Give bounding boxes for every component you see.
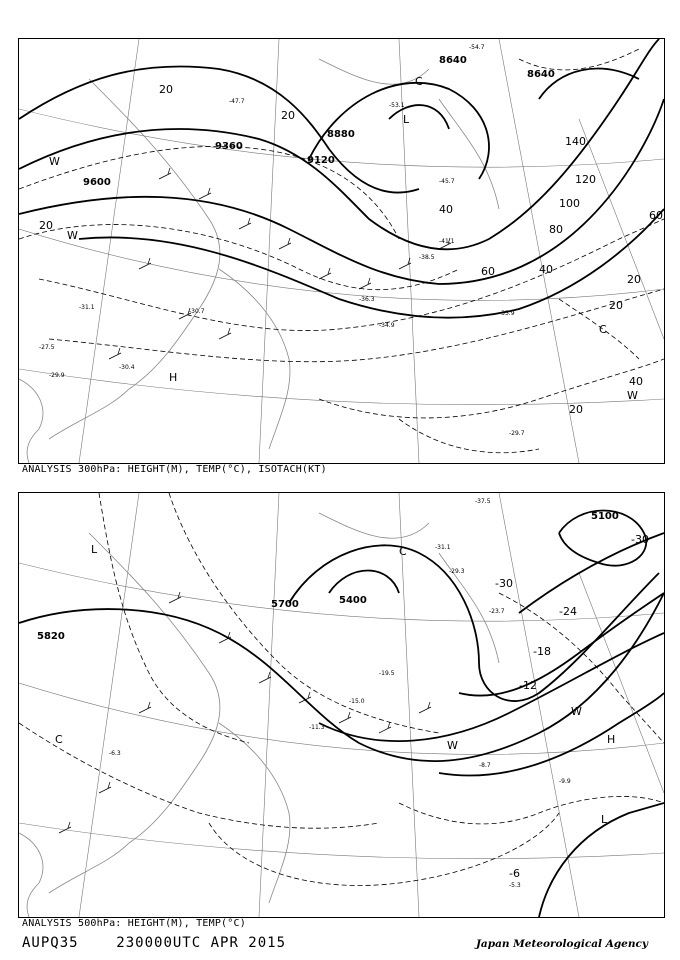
bulletin-code: AUPQ35 bbox=[22, 935, 79, 951]
svg-text:-15.0: -15.0 bbox=[349, 698, 365, 705]
svg-text:-38.5: -38.5 bbox=[419, 254, 435, 261]
cold-center: C bbox=[599, 323, 607, 336]
svg-text:40: 40 bbox=[629, 375, 643, 388]
svg-text:120: 120 bbox=[575, 173, 596, 186]
svg-text:40: 40 bbox=[439, 203, 453, 216]
height-label: 5100 bbox=[591, 511, 619, 522]
svg-text:-11.3: -11.3 bbox=[309, 724, 325, 731]
svg-text:-12: -12 bbox=[519, 679, 537, 692]
svg-text:100: 100 bbox=[559, 197, 580, 210]
svg-text:-29.9: -29.9 bbox=[49, 372, 65, 379]
svg-text:-54.7: -54.7 bbox=[469, 44, 485, 51]
svg-text:-30: -30 bbox=[495, 577, 513, 590]
map-300hpa bbox=[19, 39, 664, 463]
coastline-300 bbox=[19, 59, 499, 463]
svg-text:-31.1: -31.1 bbox=[435, 544, 451, 551]
graticule-500 bbox=[19, 493, 664, 917]
svg-text:-24: -24 bbox=[559, 605, 577, 618]
svg-text:20: 20 bbox=[609, 299, 623, 312]
warm-center: W bbox=[571, 705, 582, 718]
low-center: L bbox=[91, 543, 98, 556]
svg-text:-30: -30 bbox=[631, 533, 649, 546]
svg-text:-9.9: -9.9 bbox=[559, 778, 571, 785]
svg-text:60: 60 bbox=[649, 209, 663, 222]
svg-text:-29.3: -29.3 bbox=[449, 568, 465, 575]
svg-text:-36.3: -36.3 bbox=[359, 296, 375, 303]
caption-500hpa: ANALYSIS 500hPa: HEIGHT(M), TEMP(°C) bbox=[22, 918, 246, 929]
height-label: 9360 bbox=[215, 141, 243, 152]
svg-text:-37.5: -37.5 bbox=[475, 498, 491, 505]
height-label: 5820 bbox=[37, 631, 65, 642]
agency-name: Japan Meteorological Agency bbox=[475, 938, 648, 950]
svg-text:-34.9: -34.9 bbox=[379, 322, 395, 329]
svg-text:-41.1: -41.1 bbox=[439, 238, 455, 245]
svg-text:-35.9: -35.9 bbox=[499, 310, 515, 317]
svg-text:140: 140 bbox=[565, 135, 586, 148]
low-center: L bbox=[403, 113, 410, 126]
bulletin-datetime: 230000UTC APR 2015 bbox=[116, 935, 287, 951]
isotachs-300 bbox=[19, 49, 664, 453]
height-label: 9600 bbox=[83, 177, 111, 188]
height-labels-500 bbox=[37, 511, 619, 642]
graticule-300 bbox=[19, 39, 664, 463]
cold-center: C bbox=[55, 733, 63, 746]
svg-text:20: 20 bbox=[281, 109, 295, 122]
map-500hpa bbox=[19, 493, 664, 917]
chart-300hpa bbox=[18, 38, 665, 464]
coastline-500 bbox=[19, 513, 499, 917]
temp-plots-300 bbox=[39, 44, 525, 437]
high-center: H bbox=[607, 733, 616, 746]
svg-text:-23.7: -23.7 bbox=[489, 608, 505, 615]
caption-300hpa: ANALYSIS 300hPa: HEIGHT(M), TEMP(°C), ISOTACH(KT) bbox=[22, 464, 327, 475]
height-label: 5700 bbox=[271, 599, 299, 610]
svg-text:20: 20 bbox=[39, 219, 53, 232]
svg-text:-18: -18 bbox=[533, 645, 551, 658]
svg-text:-19.5: -19.5 bbox=[379, 670, 395, 677]
svg-text:20: 20 bbox=[569, 403, 583, 416]
warm-center: W bbox=[627, 389, 638, 402]
cold-center: C bbox=[415, 75, 423, 88]
svg-text:-5.3: -5.3 bbox=[509, 882, 521, 889]
low-center: L bbox=[601, 813, 608, 826]
svg-text:-45.7: -45.7 bbox=[439, 178, 455, 185]
svg-text:-30.4: -30.4 bbox=[119, 364, 135, 371]
svg-text:-29.7: -29.7 bbox=[509, 430, 525, 437]
height-label: 8640 bbox=[527, 69, 555, 80]
svg-text:-31.1: -31.1 bbox=[79, 304, 95, 311]
height-label: 8640 bbox=[439, 55, 467, 66]
svg-text:60: 60 bbox=[481, 265, 495, 278]
svg-text:-6: -6 bbox=[509, 867, 520, 880]
cold-center: C bbox=[399, 545, 407, 558]
svg-text:40: 40 bbox=[539, 263, 553, 276]
svg-text:20: 20 bbox=[159, 83, 173, 96]
svg-text:-6.3: -6.3 bbox=[109, 750, 121, 757]
svg-text:80: 80 bbox=[549, 223, 563, 236]
svg-text:-47.7: -47.7 bbox=[229, 98, 245, 105]
high-center: H bbox=[169, 371, 178, 384]
isotherms-500 bbox=[19, 493, 664, 886]
svg-text:-53.1: -53.1 bbox=[389, 102, 405, 109]
height-contours-300 bbox=[19, 39, 664, 318]
svg-text:20: 20 bbox=[627, 273, 641, 286]
height-label: 9120 bbox=[307, 155, 335, 166]
warm-center: W bbox=[447, 739, 458, 752]
chart-500hpa bbox=[18, 492, 665, 918]
svg-text:-27.5: -27.5 bbox=[39, 344, 55, 351]
svg-text:-8.7: -8.7 bbox=[479, 762, 491, 769]
wind-barbs-500 bbox=[59, 592, 431, 833]
height-label: 5400 bbox=[339, 595, 367, 606]
svg-text:-30.7: -30.7 bbox=[189, 308, 205, 315]
warm-center: W bbox=[67, 229, 78, 242]
height-label: 8880 bbox=[327, 129, 355, 140]
warm-center: W bbox=[49, 155, 60, 168]
bulletin-header bbox=[22, 935, 286, 951]
